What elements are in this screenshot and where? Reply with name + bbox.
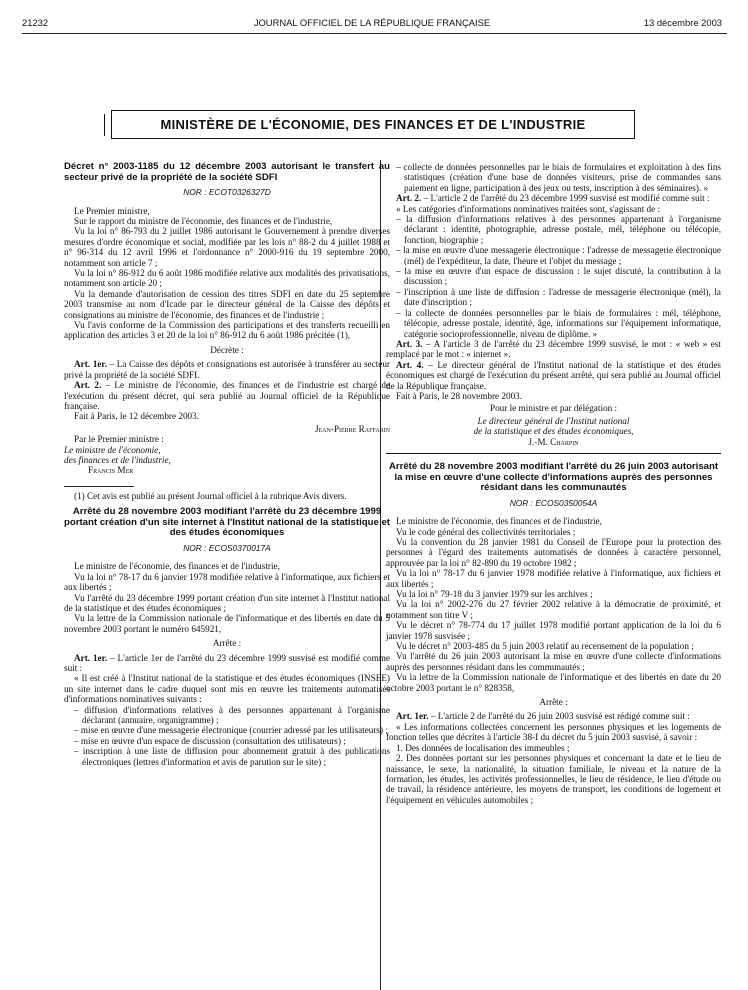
footnote-rule (64, 486, 134, 487)
ministry-heading: MINISTÈRE DE L'ÉCONOMIE, DES FINANCES ET DE L'INDUSTRIE (111, 110, 635, 139)
decree-para: Vu la loi n° 86-793 du 2 juillet 1986 autorisant le Gouvernement à prendre diverses mesures d'ordre économique et social, modifiée par les lois n° 88-2 du 4 juillet 1988 et n° 96-314 du 12 avril 1996 et l'ordonnance n° 2000-916 du 19 septembre 2000, notamment son article 7 ; (64, 226, 390, 268)
arrete-para: Vu la lettre de la Commission nationale de l'informatique et des libertés en date du 20 octobre 2003 portant le n° 828358, (386, 672, 721, 693)
article-text: – Le ministre de l'économie, des finances et de l'industrie est chargé de l'exécution du présent décret, qui sera publié au Journal officiel de la République française. (64, 380, 390, 411)
journal-title: JOURNAL OFFICIEL DE LA RÉPUBLIQUE FRANÇAISE (253, 17, 491, 28)
article-label: Art. 4. (396, 359, 424, 370)
decree-signature: Jean-Pierre Raffarin (314, 423, 390, 434)
decree-fait: Fait à Paris, le 12 décembre 2003. (74, 411, 200, 422)
arrete-para: Vu l'arrêté du 23 décembre 1999 portant création d'un site internet à l'Institut national de la statistique et des études économiques ; (64, 592, 390, 613)
arrete-quote: « Il est créé à l'Institut national de la statistique et des études économiques (INSEE) un site internet dans le cadre duquel sont mis en œuvre les traitements automatisés d'informations nominatives suivants : (64, 673, 390, 705)
article-label: Art. 1er. (396, 711, 429, 722)
article-label: Art. 1er. (74, 359, 107, 370)
arrete-1-director-1: Le directeur général de l'Institut national (477, 415, 630, 426)
article-text: – L'article 1er de l'arrêté du 23 décembre 1999 susvisé est modifié comme suit : (64, 652, 390, 673)
arrete-1-pour: Pour le ministre et par délégation : (489, 403, 618, 414)
right-column (386, 162, 721, 805)
arrete-para: Vu le décret n° 2003-485 du 5 juin 2003 relatif au recensement de la population ; (396, 641, 694, 652)
decree-par: Par le Premier ministre : (74, 434, 164, 445)
arrete-1-article-4 (386, 360, 721, 391)
arrete-1-article-3 (386, 339, 721, 360)
article-text: – Le directeur général de l'Institut national de la statistique et des études économiques est chargé de l'exécution du présent arrêté, qui sera publié au Journal officiel de la République française. (386, 359, 721, 391)
article-label: Art. 3. (396, 338, 423, 349)
arrete-para: Vu l'arrêté du 26 juin 2003 autorisant la mise en œuvre d'une collecte d'informations auprès des personnes résidant dans les communautés ; (386, 651, 721, 672)
header-rule (22, 33, 727, 34)
list-item: – l'inscription à une liste de diffusion : l'adresse de messagerie électronique (mél), la date d'inscription ; (396, 286, 721, 308)
arrete-para: Vu le code général des collectivités territoriales ; (396, 526, 576, 537)
page-number: 21232 (22, 17, 49, 28)
numbered-item: 1. Des données de localisation des immeubles ; (396, 742, 570, 753)
decree-minister-signature: Francis Mer (88, 465, 134, 476)
arrete-1-article-1 (64, 653, 390, 674)
article-text: – A l'article 3 de l'arrêté du 23 décembre 1999 susvisé, le mot : « web » est remplacé par le mot : « internet ». (386, 338, 721, 360)
decree-article-2 (64, 380, 390, 411)
ministry-box-shadow (104, 114, 110, 136)
article-label: Art. 2. (74, 380, 102, 391)
article-text: – La Caisse des dépôts et consignations est autorisée à transférer au secteur privé la propriété de la société SDFI. (64, 359, 390, 380)
list-item: – la diffusion d'informations relatives à des personnes appartenant à l'organisme déclarant : identité, photographie, adresse postale, mél, téléphone ou télécopie, fonction, biographie ; (396, 214, 721, 245)
arrete-para: Vu la loi n° 78-17 du 6 janvier 1978 modifiée relative à l'informatique, aux fichiers et aux libertés ; (386, 568, 721, 589)
decree-para: Vu l'avis conforme de la Commission des participations et des transferts recueilli en application des articles 3 et 20 de la loi n° 86-912 du 6 août 1986 précitée (1), (64, 320, 390, 341)
list-item: – inscription à une liste de diffusion pour abonnement gratuit à des publications électroniques (lettres d'information et avis de parution sur le site) ; (74, 746, 390, 767)
list-item: – mise en œuvre d'une messagerie électronique (courrier adressé par les utilisateurs) ; (74, 725, 388, 736)
arrete-quote: « Les catégories d'informations nominatives traitées sont, s'agissant de : (396, 203, 661, 214)
article-text: – L'article 2 de l'arrêté du 23 décembre 1999 susvisé est modifié comme suit : (421, 193, 710, 204)
arrete-1-title: Arrêté du 28 novembre 2003 modifiant l'arrêté du 23 décembre 1999 portant création d'un site internet à l'Institut national de la statistique et des études économiques (64, 506, 390, 539)
decree-article-1 (64, 359, 390, 380)
page-header (22, 17, 722, 31)
decree-para: Le Premier ministre, (74, 205, 150, 216)
arrete-1-nor: NOR : ECOS0370017A (183, 542, 271, 553)
decree-title: Décret n° 2003-1185 du 12 décembre 2003 autorisant le transfert au secteur privé de la propriété de la société SDFI (64, 161, 390, 183)
decree-nor: NOR : ECOT0326327D (183, 187, 271, 198)
list-item: – collecte de données personnelles par le biais de formulaires et exploitation à des fins statistiques (création d'une base de données visiteurs, prise de commandes sans paiement en ligne, participation à des jeux ou tests, inscription à des séminaires). » (396, 162, 721, 193)
arrete-2-arrete: Arrête : (539, 697, 568, 708)
article-label: Art. 2. (396, 193, 422, 204)
arrete-para: Vu la loi n° 79-18 du 3 janvier 1979 sur les archives ; (396, 589, 593, 599)
list-item: – mise en œuvre d'un espace de discussion (consultation des utilisateurs) ; (74, 735, 346, 746)
decree-minister-2: des finances et de l'industrie, (64, 454, 171, 465)
arrete-1-fait: Fait à Paris, le 28 novembre 2003. (396, 390, 523, 401)
decree-para: Vu la loi n° 86-912 du 6 août 1986 modifiée relative aux modalités des privatisations, notamment son article 20 ; (64, 268, 390, 289)
arrete-para: Le ministre de l'économie, des finances et de l'industrie, (396, 516, 602, 527)
arrete-para: Vu la lettre de la Commission nationale de l'informatique et des libertés en date du 5 novembre 2003 portant le numéro 645921, (64, 613, 390, 634)
decree-footnote: (1) Cet avis est publié au présent Journal officiel à la rubrique Avis divers. (74, 490, 347, 501)
list-item: – la mise en œuvre d'une messagerie électronique : l'adresse de messagerie électronique (mél) de l'expéditeur, la date, l'heure et l'objet du message ; (396, 245, 721, 266)
list-item: – diffusion d'informations relatives à des personnes appartenant à l'organisme déclarant (annuaire, organigramme) ; (74, 704, 390, 726)
arrete-para: Vu la loi n° 2002-276 du 27 février 2002 relative à la démocratie de proximité, et notamment son titre V ; (386, 599, 721, 620)
section-rule (386, 453, 721, 454)
list-item: – la collecte de données personnelles par le biais de formulaires : mél, téléphone, télécopie, adresse postale, identité, âge, informations sur l'équipement informatique, catégorie socioprofessionnelle, niveau de diplôme. » (396, 307, 721, 339)
arrete-2-article-1 (386, 711, 721, 721)
arrete-quote: « Les informations collectées concernent les personnes physiques et les logements de fonction telles que décrites à l'article 38-I du décret du 5 juin 2003 susvisé, à savoir : (386, 721, 721, 743)
decree-para: Vu la demande d'autorisation de cession des titres SDFI en date du 25 septembre 2003 transmise au nom d'Icade par le directeur général de la Caisse des dépôts et consignations au ministre de l'économie, des finances et de l'industrie ; (64, 288, 390, 320)
arrete-1-director-2: de la statistique et des études économiques, (473, 426, 634, 437)
decree-minister-1: Le ministre de l'économie, (64, 444, 161, 455)
arrete-para: Vu la convention du 28 janvier 1981 du Conseil de l'Europe pour la protection des personnes à l'égard des traitements automatisés de données à caractère personnel, approuvée par la loi n° 82-890 du 19 octobre 1982 ; (386, 536, 721, 568)
issue-date: 13 décembre 2003 (643, 17, 722, 28)
arrete-1-arrete: Arrête : (212, 638, 242, 649)
decree-decrete: Décrète : (210, 344, 244, 355)
arrete-1-article-2 (386, 193, 721, 203)
list-item: – la mise en œuvre d'un espace de discussion : le sujet discuté, la contribution à la discussion ; (396, 266, 721, 287)
arrete-para: Le ministre de l'économie, des finances et de l'industrie, (74, 561, 280, 572)
article-label: Art. 1er. (74, 652, 108, 663)
arrete-para: Vu la loi n° 78-17 du 6 janvier 1978 modifiée relative à l'informatique, aux fichiers et aux libertés ; (64, 571, 390, 593)
arrete-2-nor: NOR : ECOS0350054A (509, 497, 598, 508)
arrete-2-title: Arrêté du 28 novembre 2003 modifiant l'arrêté du 26 juin 2003 autorisant la mise en œuvre d'une collecte d'informations auprès des personnes résidant dans les communautés (388, 460, 719, 494)
article-text: – L'article 2 de l'arrêté du 26 juin 2003 susvisé est rédigé comme suit : (428, 711, 690, 722)
decree-para: Sur le rapport du ministre de l'économie, des finances et de l'industrie, (74, 216, 333, 226)
arrete-para: Vu le décret n° 78-774 du 17 juillet 1978 modifié portant application de la loi du 6 janvier 1978 susvisée ; (386, 620, 721, 641)
numbered-item: 2. Des données portant sur les personnes physiques et concernant la date et le lieu de naissance, le sexe, la nationalité, la situation familiale, le niveau et la nature de la formation, les études, les activités professionnelles, le lieu de résidence, le lieu d'étude ou de travail, la résidence antérieure, les moyens de transport, les conditions de logement et l'équipement en véhicules automobiles ; (386, 753, 721, 805)
arrete-1-director-signature: J.-M. Charpin (528, 436, 579, 447)
left-column (64, 162, 390, 767)
